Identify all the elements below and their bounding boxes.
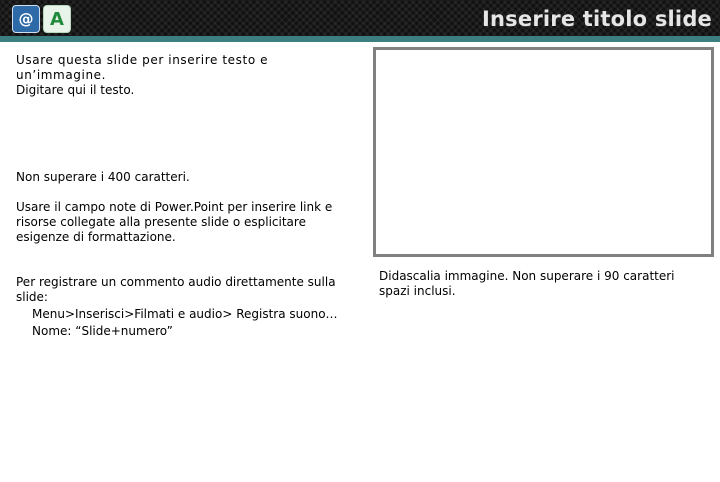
limit-text: Non superare i 400 caratteri. [16, 170, 190, 184]
intro-text: Usare questa slide per inserire testo e un’immagine. [16, 53, 269, 82]
audio-instructions: Per registrare un commento audio direttamente sulla slide: [16, 275, 336, 304]
menu-path-text: Menu>Inserisci>Filmati e audio> Registra suono… [32, 307, 338, 321]
header-bar [0, 0, 720, 36]
accent-bar [0, 36, 720, 42]
image-caption[interactable]: Didascalia immagine. Non superare i 90 caratteri spazi inclusi. [379, 269, 675, 298]
secondary-logo-icon: A [43, 5, 71, 33]
text-placeholder[interactable] [16, 53, 346, 339]
image-placeholder[interactable] [373, 47, 714, 257]
file-name-text: Nome: “Slide+numero” [32, 324, 173, 338]
notes-text: Usare il campo note di Power.Point per inserire link e risorse collegate alla presente slide o esplicitare esigenze di formattazione. [16, 200, 333, 244]
app-logo-icon: @ [12, 5, 40, 33]
slide-title[interactable]: Inserire titolo slide [482, 7, 712, 31]
body-text: Digitare qui il testo. [16, 83, 135, 97]
